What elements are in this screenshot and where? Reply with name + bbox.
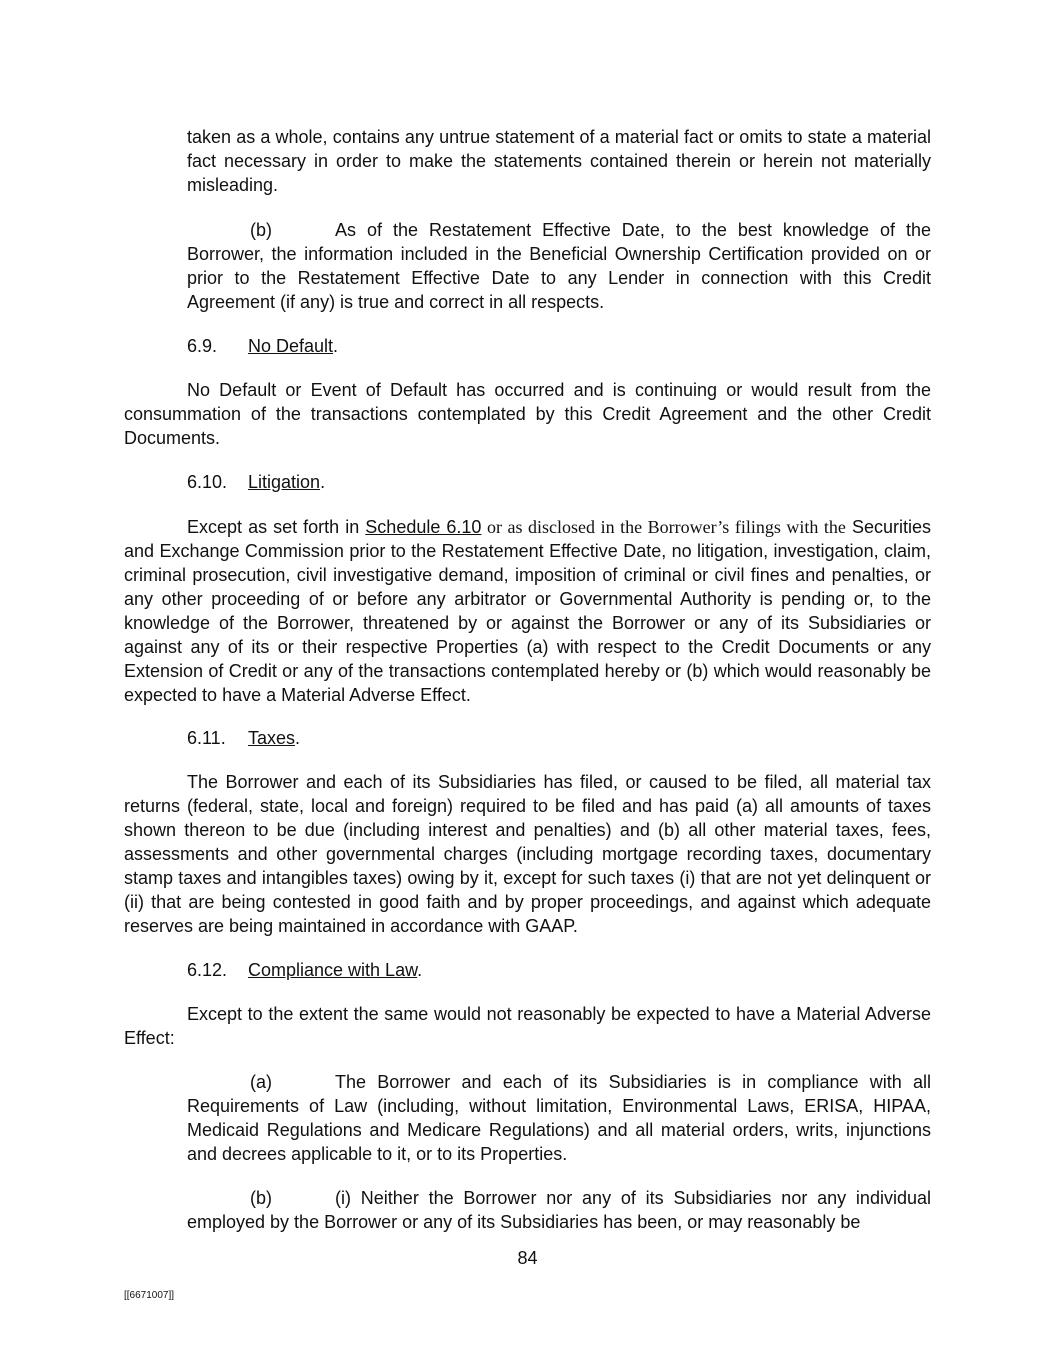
section-heading-6-10: 6.10. Litigation.	[187, 472, 326, 492]
section-6-12-item-b	[187, 1186, 931, 1234]
document-id: [[6671007]]	[124, 1290, 175, 1301]
item-a-text: The Borrower and each of its Subsidiaries is in compliance with all Requirements of Law (including, without limitation, Environmental Laws, ERISA, HIPAA, Medicaid Regulations and Medicare Regulations) and all material orders, writs, injunctions and decrees applicable to it, or to its Properties.	[187, 1072, 931, 1164]
paragraph-b	[187, 218, 931, 314]
section-6-12-intro: Except to the extent the same would not reasonably be expected to have a Material Adverse Effect:	[124, 1004, 931, 1048]
paragraph-b-label: (b)	[250, 220, 272, 240]
section-heading-6-11: 6.11. Taxes.	[187, 728, 301, 748]
section-6-10-body	[124, 515, 931, 707]
section-6-12-item-a	[187, 1070, 931, 1166]
section-title: Compliance with Law	[248, 960, 418, 980]
body-rest: Securities and Exchange Commission prior to the Restatement Effective Date, no litigation, investigation, claim, criminal prosecution, civil investigative demand, imposition of criminal or civil fines and penalties, or any other proceeding of or before any arbitrator or Governmental Authority is pending or, to the knowledge of the Borrower, threatened by or against the Borrower or any of its Subsidiaries or against any of its or their respective Properties (a) with respect to the Credit Documents or any Extension of Credit or any of the transactions contemplated hereby or (b) which would reasonably be expected to have a Material Adverse Effect.	[124, 517, 931, 705]
continuation-paragraph: taken as a whole, contains any untrue statement of a material fact or omits to state a material fact necessary in order to make the statements contained therein or herein not materially misleading.	[187, 127, 931, 195]
section-title: No Default	[248, 336, 334, 356]
section-6-11-body: The Borrower and each of its Subsidiaries has filed, or caused to be filed, all material tax returns (federal, state, local and foreign) required to be filed and has paid (a) all amounts of taxes shown thereon to be due (including interest and penalties) and (b) all other material taxes, fees, assessments and other governmental charges (including mortgage recording taxes, documentary stamp taxes and intangibles taxes) owing by it, except for such taxes (i) that are not yet delinquent or (ii) that are being contested in good faith and by proper proceedings, and against which adequate reserves are being maintained in accordance with GAAP.	[124, 772, 931, 936]
section-number: 6.12.	[187, 960, 228, 980]
section-number: 6.11.	[187, 728, 226, 748]
body-serif-text: or as disclosed in the Borrower’s filings with the	[481, 517, 846, 537]
item-a-label: (a)	[250, 1072, 272, 1092]
section-heading-6-9: 6.9. No Default.	[187, 336, 339, 356]
body-prefix: Except as set forth in	[187, 517, 366, 537]
section-number: 6.9.	[187, 336, 218, 356]
item-b-label: (b)	[250, 1188, 272, 1208]
item-b-text: (i) Neither the Borrower nor any of its Subsidiaries nor any individual employed by the Borrower or any of its Subsidiaries has been, or may reasonably be	[187, 1188, 931, 1232]
paragraph-b-text: As of the Restatement Effective Date, to the best knowledge of the Borrower, the information included in the Beneficial Ownership Certification provided on or prior to the Restatement Effective Date to any Lender in connection with this Credit Agreement (if any) is true and correct in all respects.	[187, 220, 931, 312]
schedule-reference: Schedule 6.10	[365, 517, 482, 537]
section-title: Litigation	[248, 472, 321, 492]
section-title: Taxes	[248, 728, 296, 748]
section-number: 6.10.	[187, 472, 228, 492]
section-6-9-body: No Default or Event of Default has occurred and is continuing or would result from the consummation of the transactions contemplated by this Credit Agreement and the other Credit Documents.	[124, 380, 931, 448]
page-number: 84	[517, 1248, 538, 1268]
section-heading-6-12: 6.12. Compliance with Law.	[187, 960, 423, 980]
